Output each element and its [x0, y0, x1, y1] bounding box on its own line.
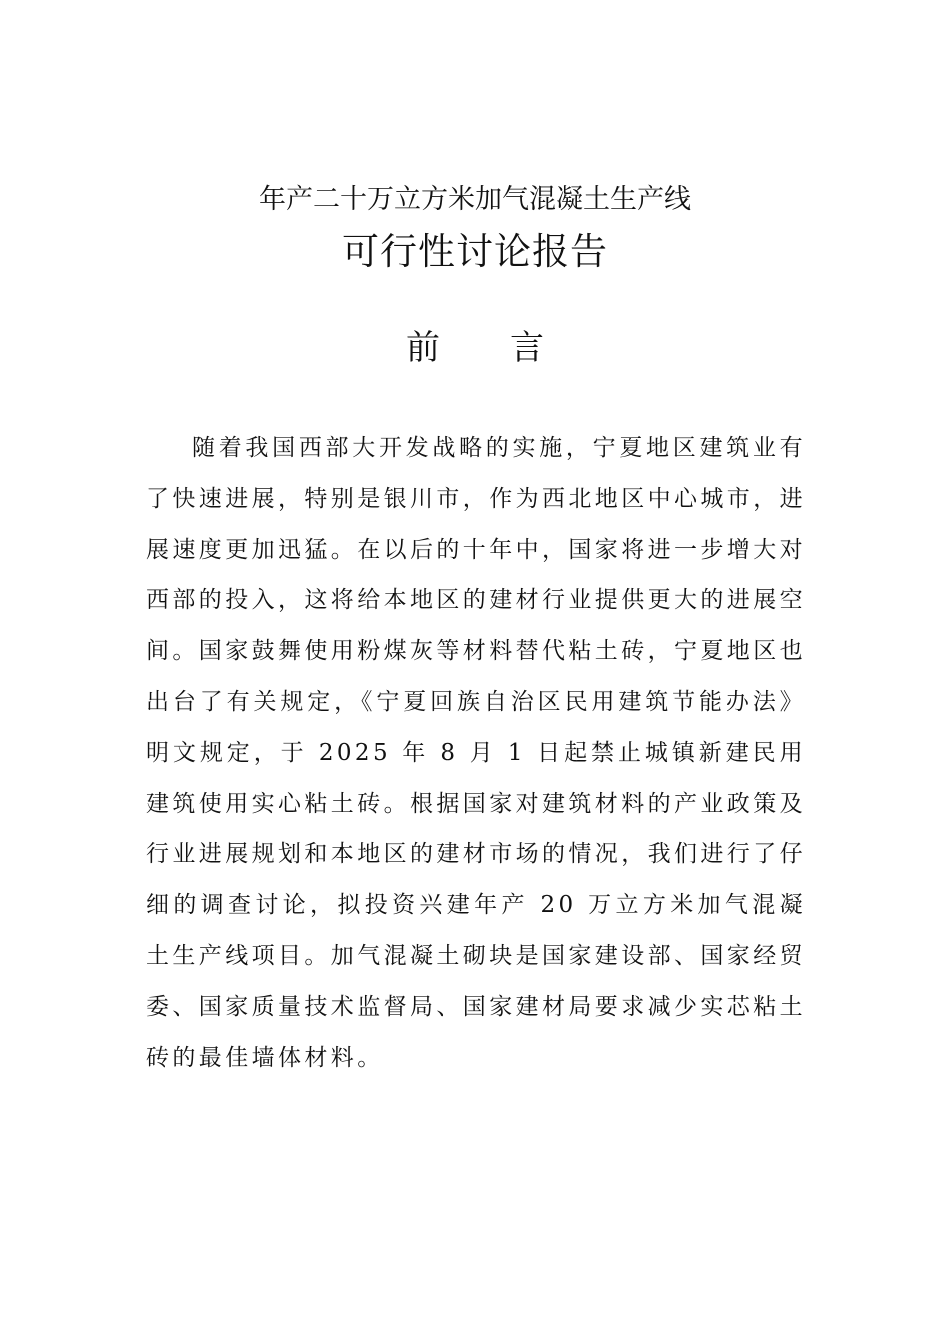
document-title-line-1: 年产二十万立方米加气混凝土生产线 [259, 184, 691, 215]
document-title-line-2: 可行性讨论报告 [342, 230, 608, 273]
section-heading-preface [0, 322, 950, 374]
section-heading-char-2: 言 [510, 328, 544, 368]
preface-body-paragraph: 随着我国西部大开发战略的实施，宁夏地区建筑业有了快速进展，特别是银川市，作为西北地区中心城市，进展速度更加迅猛。在以后的十年中，国家将进一步增大对西部的投入，这将给本地区的建材行业提供更大的进展空间。国家鼓舞使用粉煤灰等材料替代粘土砖，宁夏地区也出台了有关规定，《宁夏回族自治区民用建筑节能办法》明文规定，于 2025 年 8 月 1 日起禁止城镇新建民用建筑使用实心粘土砖。根据国家对建筑材料的产业政策及行业进展规划和本地区的建材市场的情况，我们进行了仔细的调查讨论，拟投资兴建年产 20 万立方米加气混凝土生产线项目。加气混凝土砌块是国家建设部、国家经贸委、国家质量技术监督局、国家建材局要求减少实芯粘土砖的最佳墙体材料。 [146, 435, 806, 1071]
section-heading-char-1: 前 [406, 328, 440, 368]
